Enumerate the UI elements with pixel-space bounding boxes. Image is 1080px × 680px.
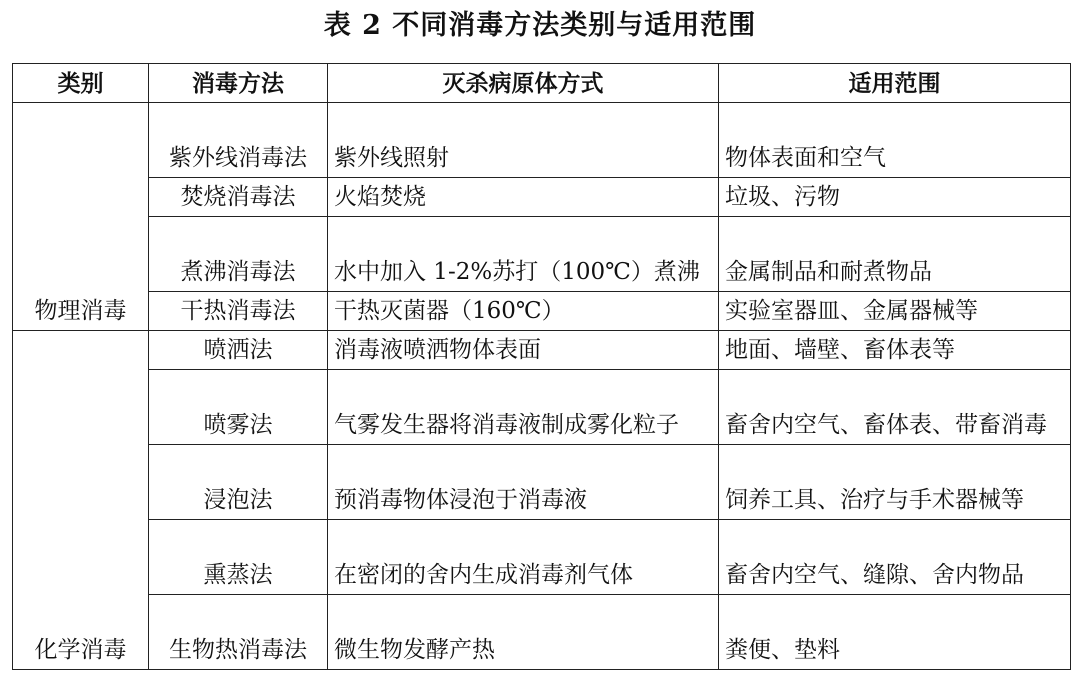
method-cell: 喷雾法 bbox=[149, 370, 328, 445]
table-header-row bbox=[13, 64, 1071, 103]
method-cell: 焚烧消毒法 bbox=[149, 178, 328, 217]
scope-cell: 金属制品和耐煮物品 bbox=[719, 217, 1071, 292]
method-cell: 生物热消毒法 bbox=[149, 595, 328, 670]
method-cell: 熏蒸法 bbox=[149, 520, 328, 595]
method-cell: 浸泡法 bbox=[149, 445, 328, 520]
table-row bbox=[13, 370, 1071, 445]
scope-cell: 畜舍内空气、缝隙、舍内物品 bbox=[719, 520, 1071, 595]
table-row bbox=[13, 217, 1071, 292]
scope-cell: 饲养工具、治疗与手术器械等 bbox=[719, 445, 1071, 520]
mode-cell: 火焰焚烧 bbox=[328, 178, 719, 217]
mode-cell: 微生物发酵产热 bbox=[328, 595, 719, 670]
scope-cell: 物体表面和空气 bbox=[719, 103, 1071, 178]
table-row bbox=[13, 292, 1071, 331]
scope-cell: 粪便、垫料 bbox=[719, 595, 1071, 670]
table-row bbox=[13, 178, 1071, 217]
table-row bbox=[13, 331, 1071, 370]
scope-cell: 地面、墙壁、畜体表等 bbox=[719, 331, 1071, 370]
disinfection-methods-table bbox=[12, 63, 1071, 670]
mode-cell: 在密闭的舍内生成消毒剂气体 bbox=[328, 520, 719, 595]
method-cell: 喷洒法 bbox=[149, 331, 328, 370]
table-row bbox=[13, 103, 1071, 178]
category-chemical: 化学消毒 bbox=[13, 331, 149, 670]
scope-cell: 垃圾、污物 bbox=[719, 178, 1071, 217]
mode-cell: 气雾发生器将消毒液制成雾化粒子 bbox=[328, 370, 719, 445]
method-cell: 干热消毒法 bbox=[149, 292, 328, 331]
header-method: 消毒方法 bbox=[149, 64, 328, 103]
mode-cell: 消毒液喷洒物体表面 bbox=[328, 331, 719, 370]
table-title: 表 2 不同消毒方法类别与适用范围 bbox=[323, 10, 757, 41]
category-physical: 物理消毒 bbox=[13, 103, 149, 331]
method-cell: 煮沸消毒法 bbox=[149, 217, 328, 292]
method-cell: 紫外线消毒法 bbox=[149, 103, 328, 178]
mode-cell: 预消毒物体浸泡于消毒液 bbox=[328, 445, 719, 520]
table-row bbox=[13, 595, 1071, 670]
mode-cell: 水中加入 1-2%苏打（100℃）煮沸 bbox=[328, 217, 719, 292]
mode-cell: 干热灭菌器（160℃） bbox=[328, 292, 719, 331]
header-mode: 灭杀病原体方式 bbox=[328, 64, 719, 103]
header-category: 类别 bbox=[13, 64, 149, 103]
mode-cell: 紫外线照射 bbox=[328, 103, 719, 178]
header-scope: 适用范围 bbox=[719, 64, 1071, 103]
scope-cell: 畜舍内空气、畜体表、带畜消毒 bbox=[719, 370, 1071, 445]
table-row bbox=[13, 520, 1071, 595]
scope-cell: 实验室器皿、金属器械等 bbox=[719, 292, 1071, 331]
table-row bbox=[13, 445, 1071, 520]
